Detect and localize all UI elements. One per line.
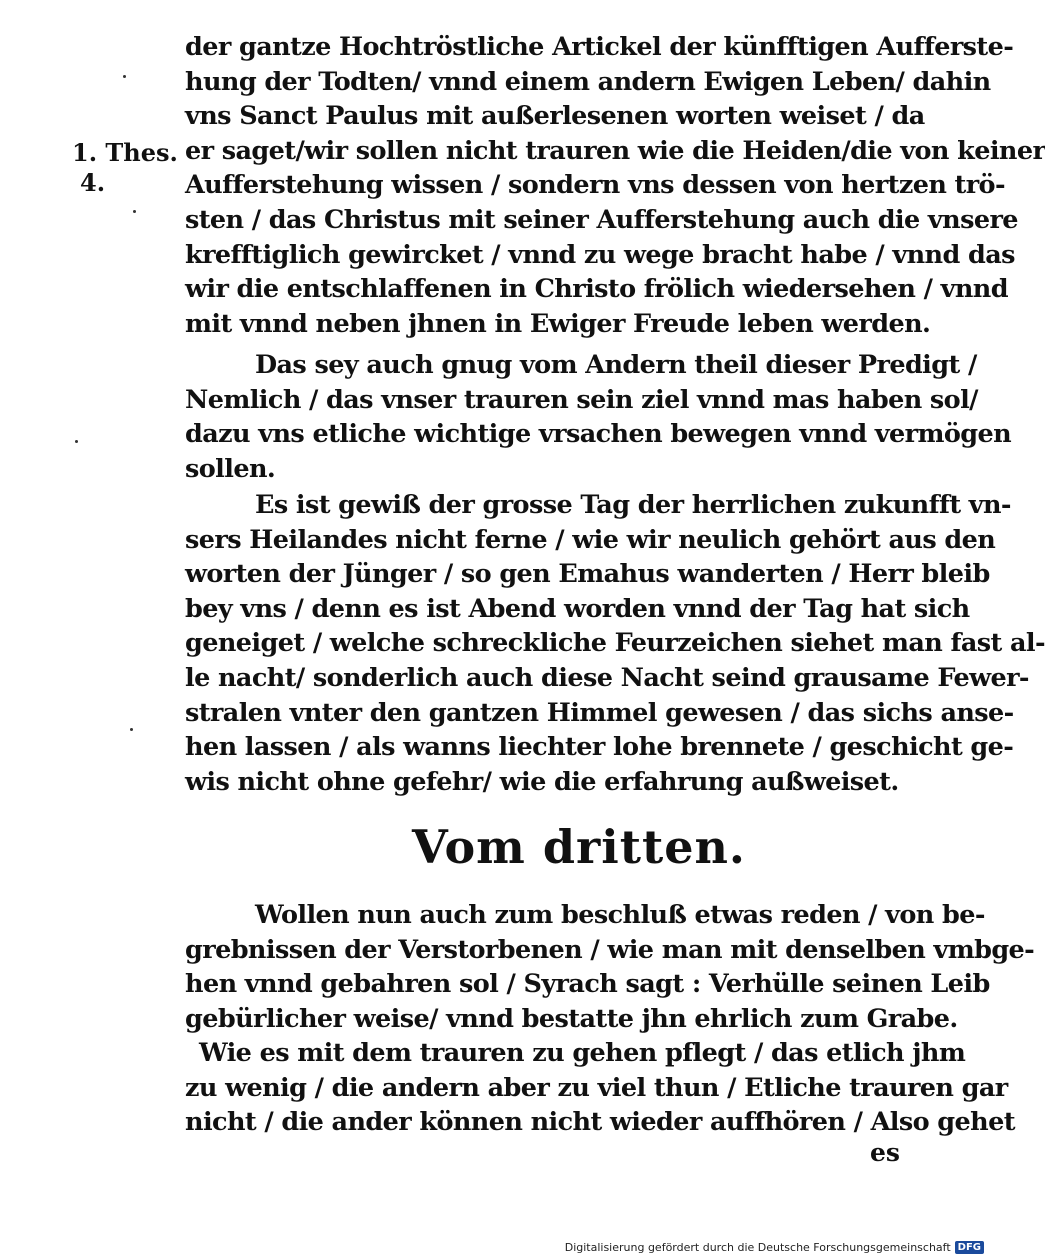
dfg-logo: DFG [955,1241,984,1254]
text-line: zu wenig / die andern aber zu viel thun / Etliche trauren gar [185,1072,1008,1103]
text-line: wis nicht ohne gefehr/ wie die erfahrung außweiset. [185,766,899,797]
text-line: Das sey auch gnug vom Andern theil dieser Predigt / [255,350,977,380]
scan-speck [123,75,126,78]
scan-speck [75,440,78,443]
text-line: stralen vnter den gantzen Himmel gewesen / das sichs anse- [185,697,1014,728]
scan-speck [130,728,133,731]
text-line: Wollen nun auch zum beschluß etwas reden / von be- [255,900,985,930]
paragraph-resurrection [185,30,1045,341]
text-line: vns Sanct Paulus mit außerlesenen worten weiset / da [185,101,925,132]
footer-text: Digitalisierung gefördert durch die Deutsche Forschungsgemeinschaft [564,1241,951,1254]
text-line: dazu vns etliche wichtige vrsachen bewegen vnnd vermögen [185,419,1012,450]
paragraph-last-day [185,488,1045,799]
text-line: Es ist gewiß der grosse Tag der herrlichen zukunfft vn- [255,490,1011,520]
text-line: grebnissen der Verstorbenen / wie man mit denselben vmbge- [185,934,1035,965]
paragraph-second-part [185,348,1012,486]
text-line: mit vnnd neben jhnen in Ewiger Freude leben werden. [185,308,931,339]
text-line: wir die entschlaffenen in Christo frölich wiedersehen / vnnd [185,274,1008,305]
section-heading: Vom dritten. [412,820,746,874]
margin-note-reference: 1. Thes. [72,138,178,167]
text-line: worten der Jünger / so gen Emahus wanderten / Herr bleib [185,559,990,590]
text-line: nicht / die ander können nicht wieder auffhören / Also gehet [185,1107,1015,1138]
scan-speck [133,210,136,213]
text-line: Wie es mit dem trauren zu gehen pflegt / das etlich jhm [199,1038,966,1068]
text-line: der gantze Hochtröstliche Artickel der künfftigen Aufferste- [185,32,1014,62]
catchword: es [870,1138,900,1167]
footer-credit [565,1241,984,1254]
text-line: Nemlich / das vnser trauren sein ziel vnnd mas haben sol/ [185,384,978,415]
text-line: bey vns / denn es ist Abend worden vnnd der Tag hat sich [185,593,970,624]
margin-note-chapter: 4. [80,168,106,197]
text-line: er saget/wir sollen nicht trauren wie die Heiden/die von keiner [185,135,1045,166]
text-line: geneiget / welche schreckliche Feurzeichen siehet man fast al- [185,628,1045,659]
text-line: hen vnnd gebahren sol / Syrach sagt : Verhülle seinen Leib [185,969,990,1000]
text-line: hung der Todten/ vnnd einem andern Ewigen Leben/ dahin [185,66,991,97]
text-line: sers Heilandes nicht ferne / wie wir neulich gehört aus den [185,524,996,555]
text-line: le nacht/ sonderlich auch diese Nacht seind grausame Fewer- [185,662,1029,693]
paragraph-burial [185,898,1035,1036]
text-line: krefftiglich gewircket / vnnd zu wege bracht habe / vnnd das [185,239,1015,270]
text-line: sten / das Christus mit seiner Aufferstehung auch die vnsere [185,204,1018,235]
text-line: gebürlicher weise/ vnnd bestatte jhn ehrlich zum Grabe. [185,1003,958,1034]
text-line: Aufferstehung wissen / sondern vns dessen von hertzen trö- [185,170,1005,201]
paragraph-mourning [185,1036,1015,1140]
text-line: hen lassen / als wanns liechter lohe brennete / geschicht ge- [185,732,1014,763]
text-line: sollen. [185,453,276,484]
